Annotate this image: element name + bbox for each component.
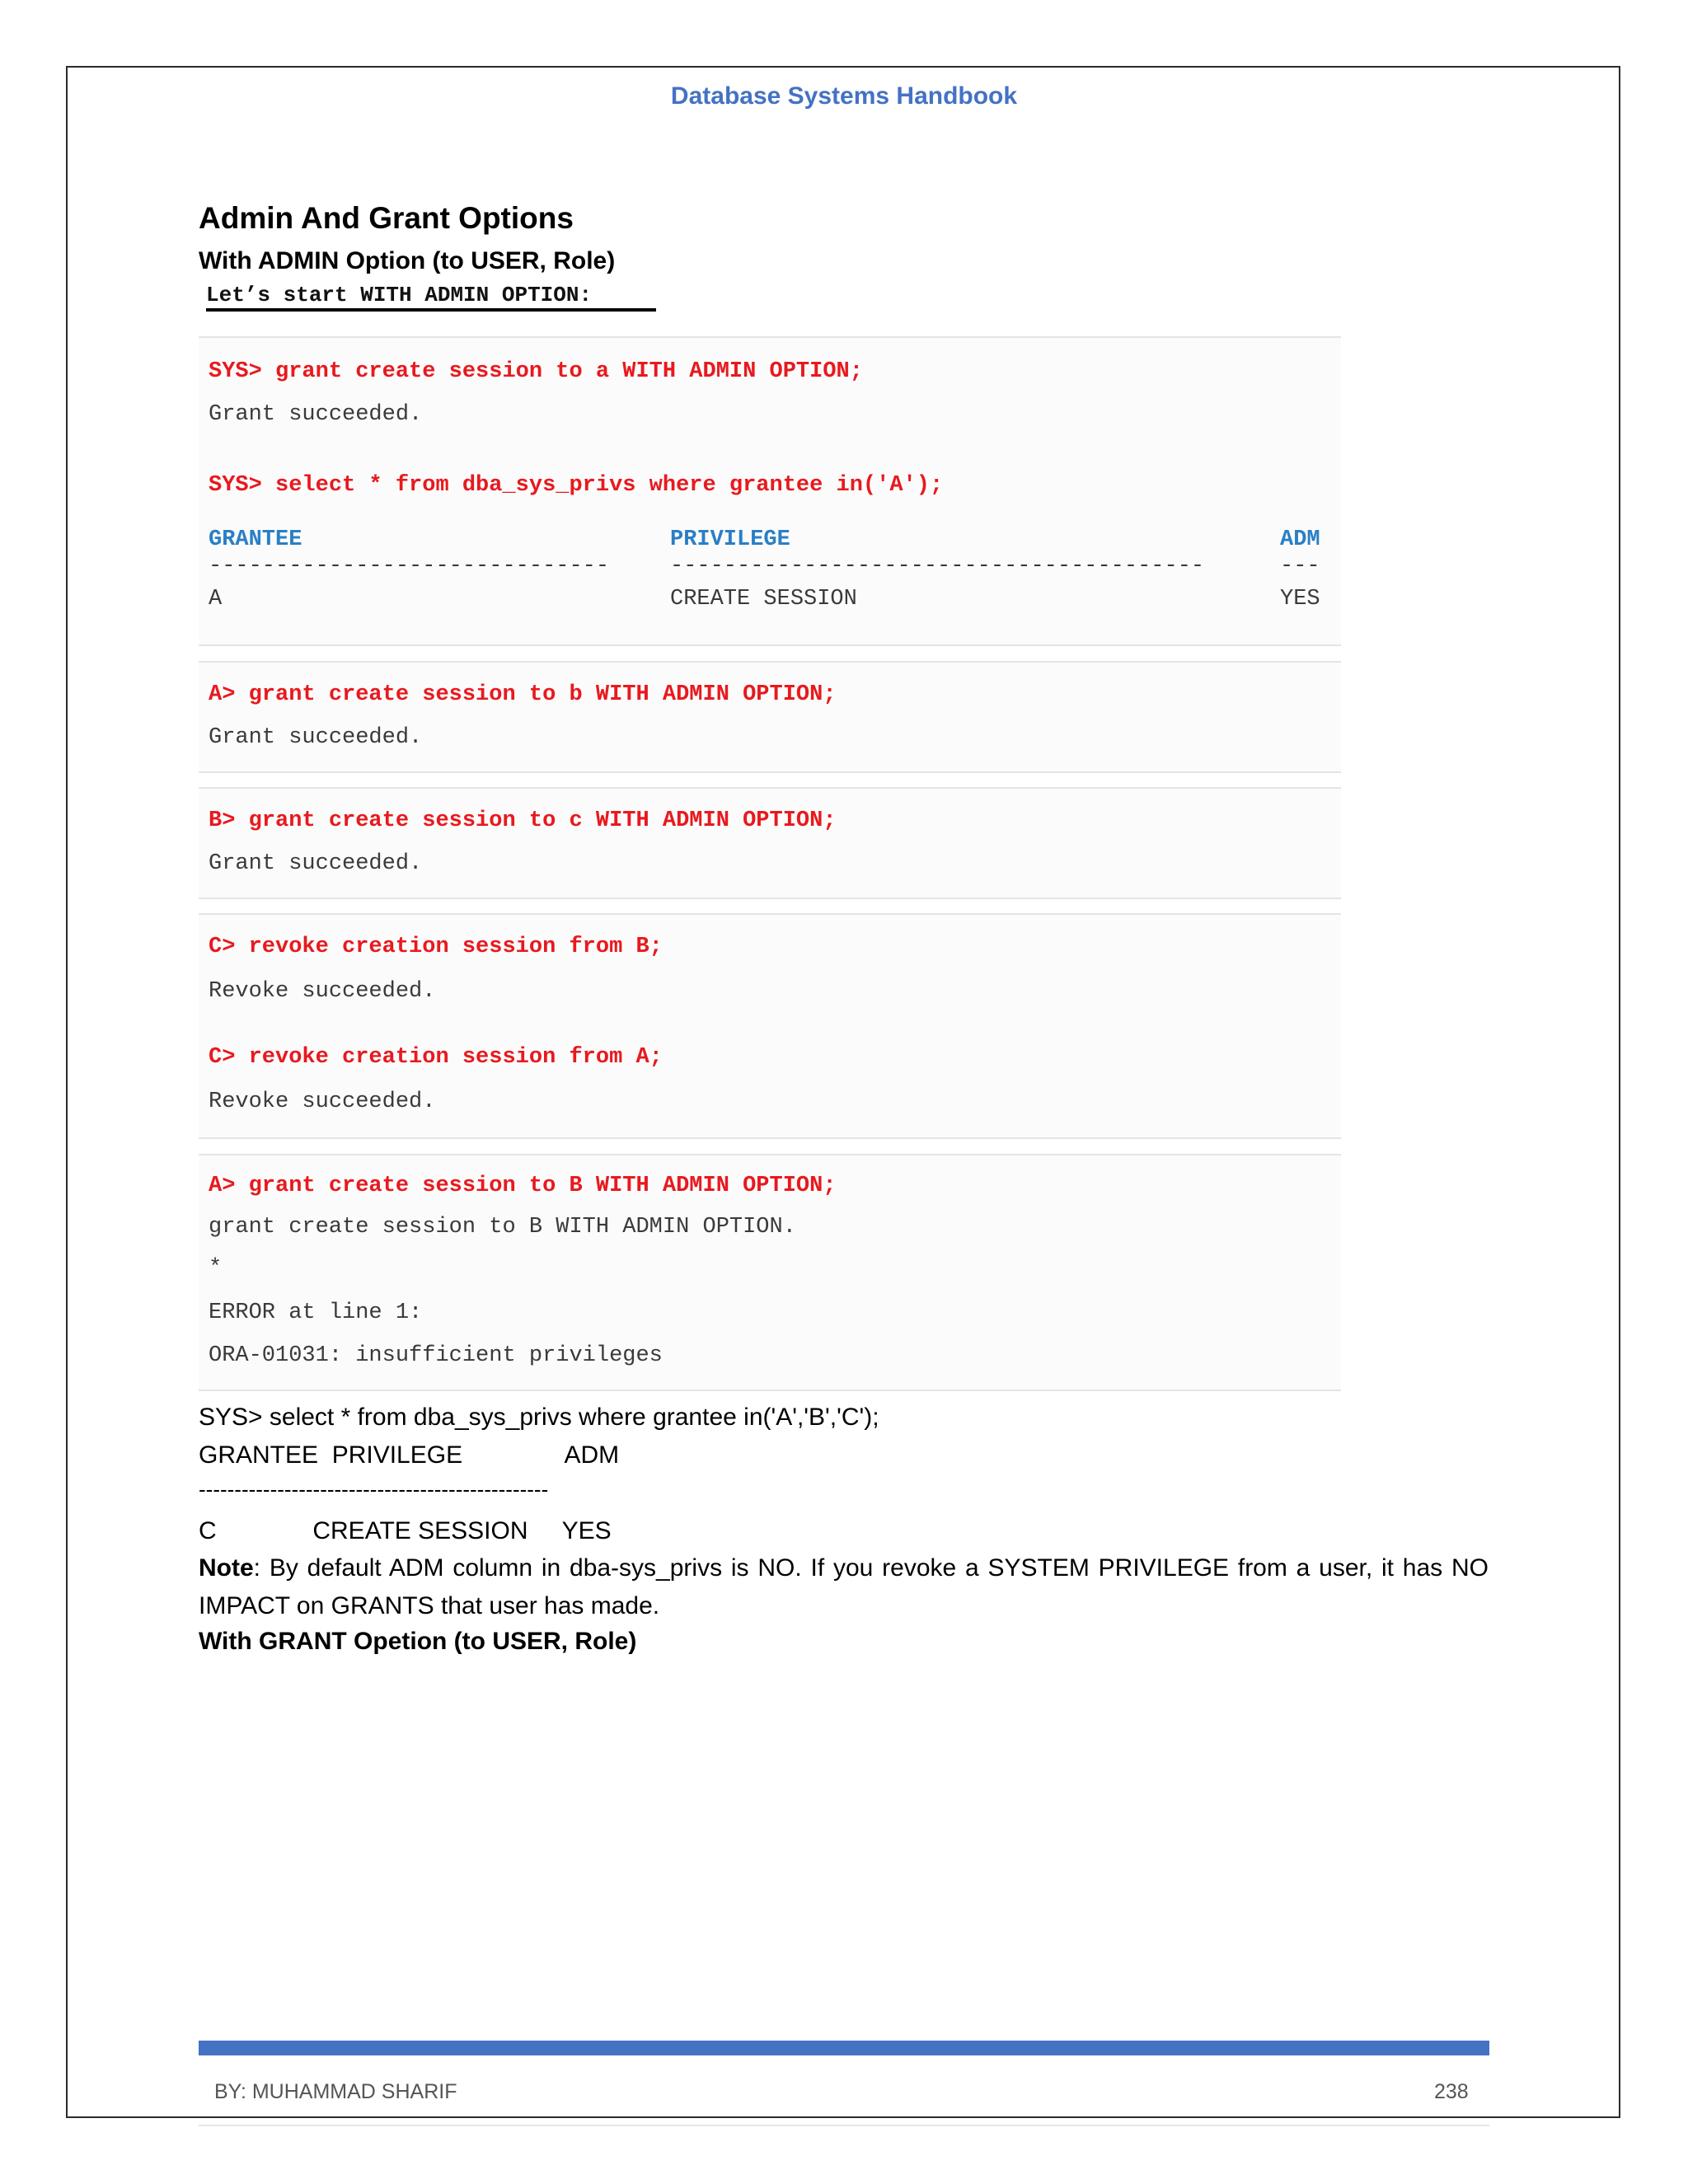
column-rule: ------------------------------ <box>209 554 610 579</box>
code-block-grant-to-c <box>199 787 1341 899</box>
sql-command: SYS> select * from dba_sys_privs where grantee in('A'); <box>209 473 944 498</box>
code-block-grant-to-a <box>199 336 1341 646</box>
column-rule: --- <box>1280 554 1320 579</box>
sql-command: A> grant create session to B WITH ADMIN OPTION; <box>209 1174 837 1198</box>
code-block-revoke <box>199 913 1341 1139</box>
note-label: Note <box>199 1554 254 1582</box>
query-result: C CREATE SESSION YES <box>199 1517 612 1544</box>
code-block-grant-to-b <box>199 661 1341 773</box>
note-text: : By default ADM column in dba-sys_privs is NO. If you revoke a SYSTEM PRIVILEGE from a user, it has NO IMPACT on GRANTS that user has made. <box>199 1554 1489 1619</box>
column-header-privilege: PRIVILEGE <box>670 527 790 552</box>
sql-output: Revoke succeeded. <box>209 1090 436 1114</box>
sql-output: Grant succeeded. <box>209 851 423 876</box>
code-block-error <box>199 1154 1341 1391</box>
ora-error: ORA-01031: insufficient privileges <box>209 1343 663 1368</box>
sql-command: SYS> grant create session to a WITH ADMIN OPTION; <box>209 359 863 384</box>
note-paragraph <box>199 1549 1489 1625</box>
page-number: 238 <box>1434 2080 1469 2103</box>
column-header-adm: ADM <box>1280 527 1320 552</box>
section-subtitle: With ADMIN Option (to USER, Role) <box>199 247 616 274</box>
cell-grantee: A <box>209 587 223 612</box>
sql-command: C> revoke creation session from A; <box>209 1045 663 1070</box>
sql-command: A> grant create session to b WITH ADMIN OPTION; <box>209 682 837 707</box>
column-header-grantee: GRANTEE <box>209 527 302 552</box>
cell-adm: YES <box>1280 587 1320 612</box>
query-dashes: ------------------------------------------------- <box>199 1477 549 1502</box>
intro-underline <box>206 308 656 312</box>
sql-echo: grant create session to B WITH ADMIN OPTION. <box>209 1215 796 1240</box>
sql-command: C> revoke creation session from B; <box>209 935 663 959</box>
sql-output: Grant succeeded. <box>209 402 423 427</box>
intro-line: Let’s start WITH ADMIN OPTION: <box>206 283 593 307</box>
cell-privilege: CREATE SESSION <box>670 587 857 612</box>
footer-rule <box>199 2125 1489 2126</box>
section-title: Admin And Grant Options <box>199 201 574 235</box>
running-header-title: Database Systems Handbook <box>670 82 1018 110</box>
error-line: ERROR at line 1: <box>209 1301 423 1325</box>
sql-output: Revoke succeeded. <box>209 979 436 1004</box>
column-rule: ---------------------------------------- <box>670 554 1205 579</box>
query-header: GRANTEE PRIVILEGE ADM <box>199 1441 620 1469</box>
next-heading: With GRANT Opetion (to USER, Role) <box>199 1628 637 1655</box>
footer-bar <box>199 2041 1489 2055</box>
footer-author: BY: MUHAMMAD SHARIF <box>214 2080 457 2103</box>
error-marker: * <box>209 1256 223 1281</box>
sql-command: B> grant create session to c WITH ADMIN OPTION; <box>209 808 837 833</box>
query-sql: SYS> select * from dba_sys_privs where grantee in('A','B','C'); <box>199 1404 879 1431</box>
sql-output: Grant succeeded. <box>209 725 423 750</box>
